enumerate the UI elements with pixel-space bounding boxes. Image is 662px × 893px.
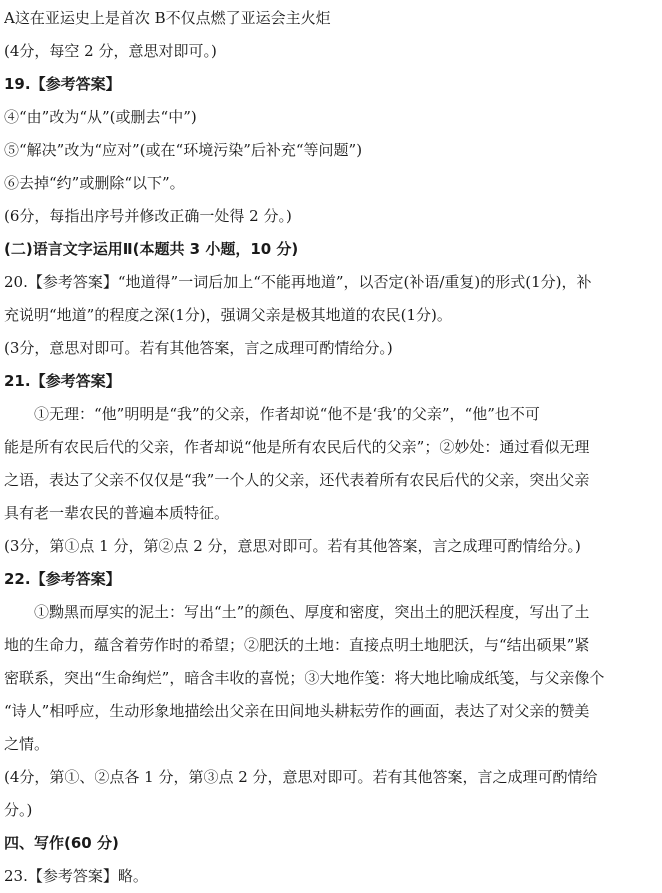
question-23-answer: 23.【参考答案】略。 — [4, 867, 148, 885]
text-line-22: “诗人”相呼应，生动形象地描绘出父亲在田间地头耕耘劳作的画面，表达了对父亲的赞美 — [4, 702, 590, 720]
text-line-4: ④“由”改为“从”(或删去“中”) — [4, 108, 197, 126]
text-line-19: ①黝黑而厚实的泥土：写出“土”的颜色、厚度和密度，突出土的肥沃程度，写出了土 — [34, 603, 590, 621]
text-line-24: (4分，第①、②点各 1 分，第③点 2 分，意思对即可。若有其他答案，言之成理可酌情给 — [4, 768, 598, 786]
text-line-17: (3分，第①点 1 分，第②点 2 分，意思对即可。若有其他答案，言之成理可酌情给分。) — [4, 537, 581, 555]
text-line-21: 密联系，突出“生命绚烂”，暗含丰收的喜悦；③大地作笺：将大地比喻成纸笺，与父亲像个 — [4, 669, 605, 687]
text-line-1: A这在亚运史上是首次 B不仅点燃了亚运会主火炬 — [4, 9, 331, 27]
question-20-answer: 20.【参考答案】“地道得”一词后加上“不能再地道”，以否定(补语/重复)的形式(1分)，补 — [4, 273, 592, 291]
text-line-20: 地的生命力，蕴含着劳作时的希望；②肥沃的土地：直接点明土地肥沃，与“结出硕果”紧 — [4, 636, 590, 654]
text-line-25: 分。) — [4, 801, 33, 819]
text-line-16: 具有老一辈农民的普遍本质特征。 — [4, 504, 230, 522]
question-22-heading: 22.【参考答案】 — [4, 570, 121, 588]
text-line-11: (3分，意思对即可。若有其他答案，言之成理可酌情给分。) — [4, 339, 393, 357]
text-line-2: (4分，每空 2 分，意思对即可。) — [4, 42, 217, 60]
text-line-14: 能是所有农民后代的父亲，作者却说“他是所有农民后代的父亲”；②妙处：通过看似无理 — [4, 438, 590, 456]
text-line-13: ①无理：“他”明明是“我”的父亲，作者却说“他不是‘我’的父亲”，“他”也不可 — [34, 405, 540, 423]
question-19-heading: 19.【参考答案】 — [4, 75, 121, 93]
question-21-heading: 21.【参考答案】 — [4, 372, 121, 390]
text-line-10: 充说明“地道”的程度之深(1分)，强调父亲是极其地道的农民(1分)。 — [4, 306, 452, 324]
text-line-5: ⑤“解决”改为“应对”(或在“环境污染”后补充“等问题”) — [4, 141, 363, 159]
section-heading-writing: 四、写作(60 分) — [4, 834, 119, 852]
text-line-6: ⑥去掉“约”或删除“以下”。 — [4, 174, 185, 192]
text-line-23: 之情。 — [4, 735, 50, 753]
section-heading-language-use-2: (二)语言文字运用Ⅱ(本题共 3 小题，10 分) — [4, 240, 299, 258]
text-line-7: (6分，每指出序号并修改正确一处得 2 分。) — [4, 207, 292, 225]
text-line-15: 之语，表达了父亲不仅仅是“我”一个人的父亲，还代表着所有农民后代的父亲，突出父亲 — [4, 471, 590, 489]
